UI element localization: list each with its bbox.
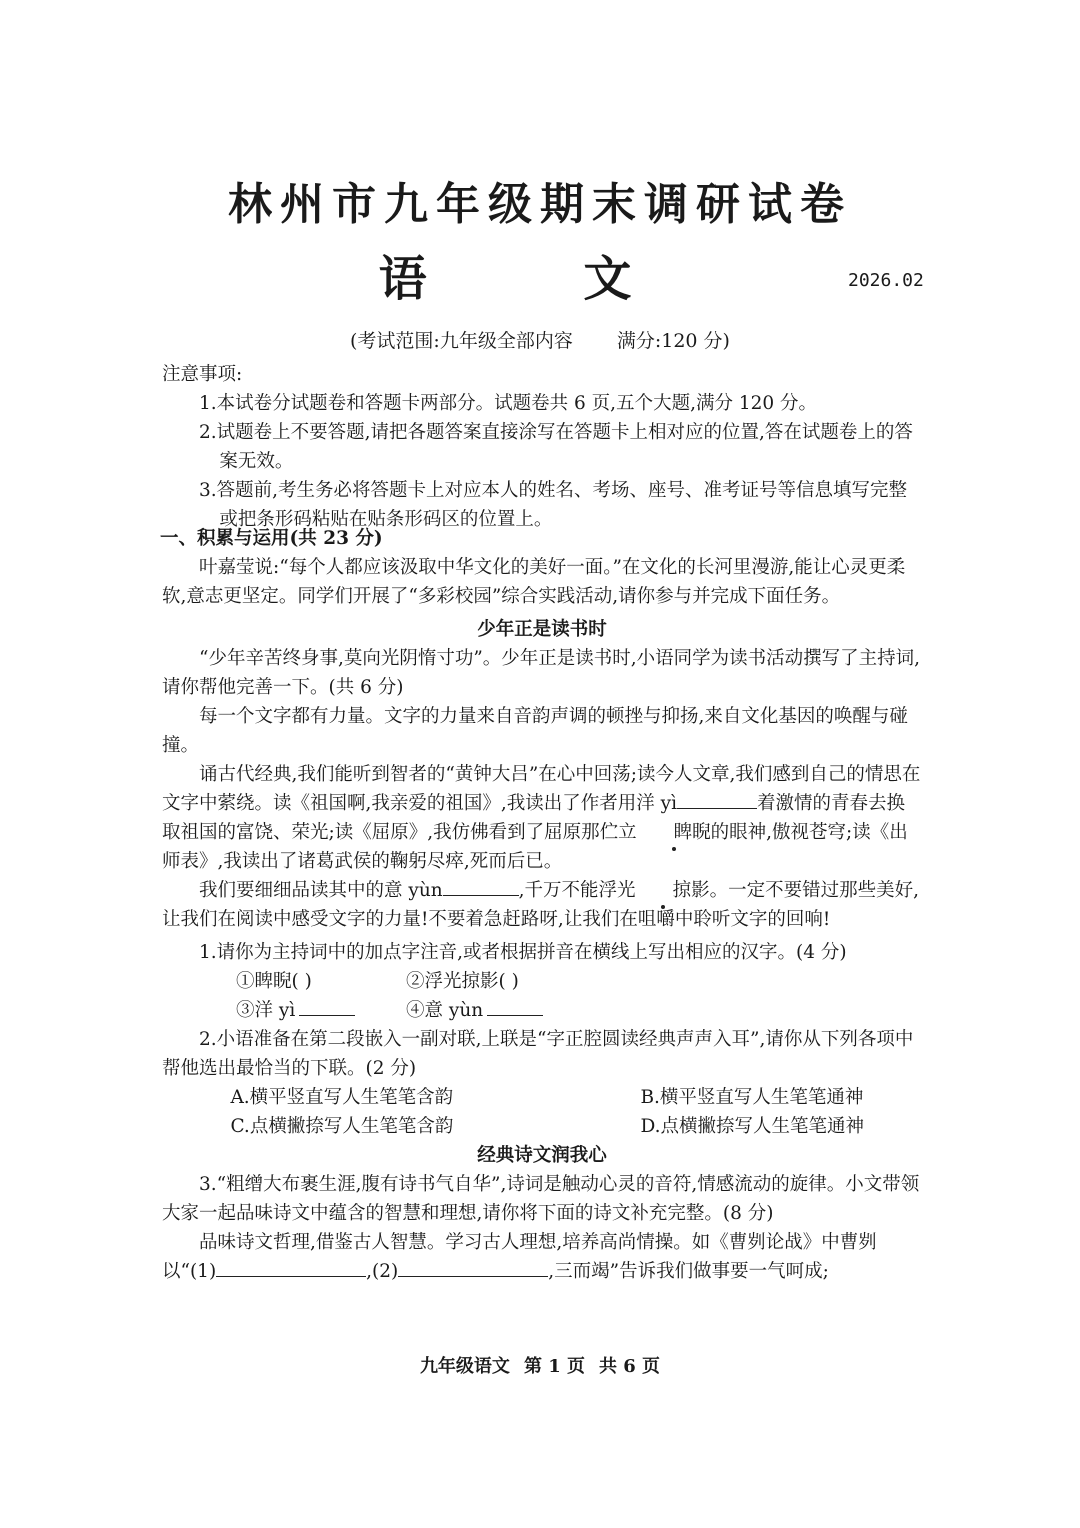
- section-intro: 叶嘉莹说:“每个人都应该汲取中华文化的美好一面。”在文化的长河里漫游,能让心灵更柔软,意志更坚定。同学们开展了“多彩校园”综合实践活动,请你参与并完成下面任务。: [162, 557, 906, 607]
- footer-subject: 九年级语文: [419, 1356, 510, 1377]
- exam-title: 林州市九年级期末调研试卷: [228, 179, 852, 230]
- choice-b: B.横平竖直写人生笔笔通神: [640, 1087, 864, 1108]
- q1-option: ③洋 yì: [236, 996, 406, 1025]
- question-1-options: [162, 967, 922, 996]
- host-paragraph: 我们要细细品读其中的意 yùn ,千万不能浮光 掠影。一定不要错过那些美好,让我们在阅读中感受文字的力量!不要着急赶路呀,让我们在咀嚼中聆听文字的回响!: [162, 876, 922, 934]
- choice-d: D.点横撇捺写人生笔笔通神: [640, 1116, 864, 1137]
- question-3: 3.“粗缯大布裹生涯,腹有诗书气自华”,诗词是触动心灵的音符,情感流动的旋律。小文带领大家一起品味诗文中蕴含的智慧和理想,请你将下面的诗文补充完整。(8 分): [162, 1174, 920, 1224]
- page-footer: [0, 1352, 1080, 1378]
- subsection-title: 经典诗文润我心: [477, 1145, 607, 1166]
- q1-option: ①睥睨( ): [236, 971, 312, 992]
- host-paragraph: 诵古代经典,我们能听到智者的“黄钟大吕”在心中回荡;读今人文章,我们感到自己的情思在文字中萦绕。读《祖国啊,我亲爱的祖国》,我读出了作者用洋 yì 着激情的青春去换取祖国的富饶、荣光;读《屈原》,我仿佛看到了屈原那伫立 睥睨的眼神,傲视苍穹;读《出师表》,我读出了诸葛武侯的鞠躬尽瘁,死而后已。: [162, 764, 921, 872]
- q1-option: ④意 yùn: [406, 996, 543, 1025]
- notice-heading: 注意事项:: [162, 364, 243, 385]
- subsection-title: 少年正是读书时: [477, 619, 607, 640]
- question-2-choices: [162, 1083, 922, 1141]
- q1-option: ②浮光掠影( ): [406, 971, 519, 992]
- notice-item: 1.本试卷分试题卷和答题卡两部分。试题卷共 6 页,五个大题,满分 120 分。: [199, 393, 818, 414]
- subject-title: 语 文: [378, 251, 702, 307]
- question-3-text: 品味诗文哲理,借鉴古人智慧。学习古人理想,培养高尚情操。如《曹刿论战》中曹刿以“(1) ,(2) ,三而竭”告诉我们做事要一气呵成;: [162, 1232, 877, 1282]
- section-one: [162, 524, 922, 1286]
- question-2: 2.小语准备在第二段嵌入一副对联,上联是“字正腔圆读经典声声入耳”,请你从下列各项中帮他选出最恰当的下联。(2 分): [162, 1029, 914, 1079]
- question-1: 1.请你为主持词中的加点字注音,或者根据拼音在横线上写出相应的汉字。(4 分): [199, 942, 847, 963]
- footer-total: 共 6 页: [599, 1356, 661, 1377]
- host-paragraph: 每一个文字都有力量。文字的力量来自音韵声调的顿挫与抑扬,来自文化基因的唤醒与碰撞。: [162, 706, 908, 756]
- full-score-text: 满分:120 分): [616, 330, 730, 352]
- notice-item: 3.答题前,考生务必将答题卡上对应本人的姓名、考场、座号、准考证号等信息填写完整或把条形码粘贴在贴条形码区的位置上。: [199, 480, 908, 530]
- footer-page: 第 1 页: [523, 1356, 585, 1377]
- notice-block: [162, 360, 922, 534]
- notice-item: 2.试题卷上不要答题,请把各题答案直接涂写在答题卡上相对应的位置,答在试题卷上的答案无效。: [199, 422, 913, 472]
- choice-a: A.横平竖直写人生笔笔含韵: [230, 1087, 454, 1108]
- subsection-intro: “少年辛苦终身事,莫向光阴惰寸功”。少年正是读书时,小语同学为读书活动撰写了主持词,请你帮他完善一下。(共 6 分): [162, 648, 921, 698]
- exam-scope: [0, 326, 1080, 353]
- choice-c: C.点横撇捺写人生笔笔含韵: [230, 1116, 454, 1137]
- question-1-options: [162, 996, 922, 1025]
- scope-text: (考试范围:九年级全部内容: [350, 330, 573, 352]
- exam-date: 2026.02: [848, 270, 924, 291]
- section-heading: 一、积累与运用(共 23 分): [160, 528, 383, 549]
